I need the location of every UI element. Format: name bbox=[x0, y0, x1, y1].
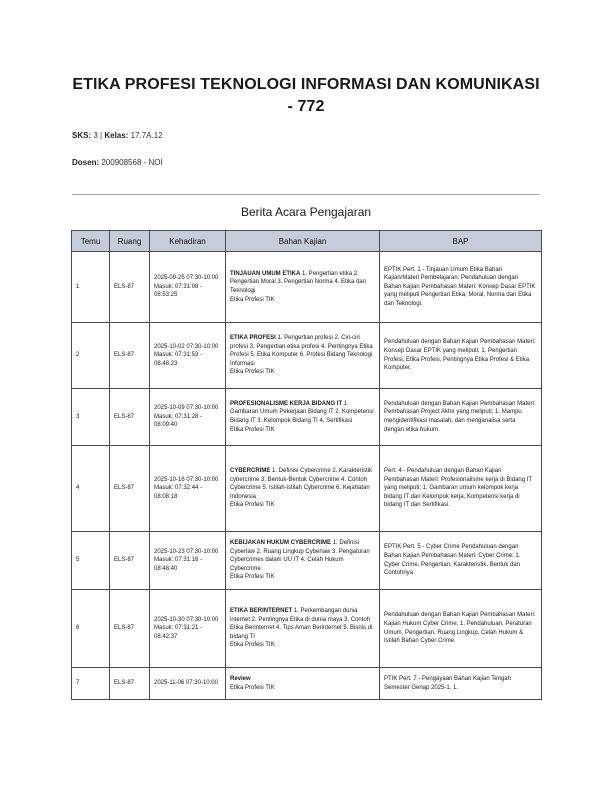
column-header-bahan-kajian: Bahan Kajian bbox=[226, 231, 380, 252]
cell-kehadiran bbox=[150, 532, 226, 590]
cell-kehadiran bbox=[150, 590, 226, 668]
cell-kehadiran bbox=[150, 323, 226, 389]
sks-label: SKS: bbox=[72, 131, 92, 140]
kajian-title: CYBERCRIME bbox=[230, 468, 271, 475]
kehadiran-schedule: 2025-10-02 07:30-10:00 bbox=[154, 343, 219, 350]
kajian-text: 1. Definisi Cyberlaw 2. Ruang Lingkup Cyberlaw 3. Pengaturan Cybercrimes dalam UU IT 4. Celah Hukum Cybercrime bbox=[230, 540, 370, 572]
kajian-subject: Etika Profesi TIK bbox=[230, 296, 275, 303]
cell-temu: 4 bbox=[72, 446, 110, 532]
cell-ruang: ELS-87 bbox=[110, 323, 150, 389]
kajian-title: ETIKA PROFESI bbox=[230, 335, 276, 342]
horizontal-divider bbox=[72, 194, 540, 195]
table-row bbox=[72, 323, 542, 389]
kajian-subject: Etika Profesi TIK bbox=[230, 426, 275, 433]
cell-ruang: ELS-87 bbox=[110, 668, 150, 700]
kehadiran-schedule: 2025-09-25 07:30-10:00 bbox=[154, 275, 219, 282]
cell-bahan-kajian bbox=[226, 252, 380, 323]
cell-bahan-kajian bbox=[226, 389, 380, 446]
table-row bbox=[72, 590, 542, 668]
cell-ruang: ELS-87 bbox=[110, 252, 150, 323]
cell-bap: EPTIK Pert. 5 - Cyber Crime Pendahuluan dengan Bahan Kajian Pembahasan Materi: Cyber Crime; 1. Cyber Crime, Pengertian, Karakteristik, Bentuk dan Contohnya bbox=[380, 532, 542, 590]
kehadiran-checkin: Masuk: 07:31:08 - 08:53:25 bbox=[154, 283, 203, 299]
kehadiran-checkin: Masuk: 07:31:16 - 08:48:40 bbox=[154, 557, 203, 572]
cell-kehadiran bbox=[150, 446, 226, 532]
column-header-ruang: Ruang bbox=[110, 231, 150, 252]
kajian-text: 1. Perkembangan dunia internet 2. Pentingnya Etika di dunia maya 3. Contoh Etika Berinternet 4. Tips Aman Berinternet 5. Bisnis di bidang TI bbox=[230, 608, 373, 640]
section-title: Berita Acara Pengajaran bbox=[240, 205, 372, 219]
column-header-temu: Temu bbox=[72, 231, 110, 252]
cell-ruang: ELS-87 bbox=[110, 590, 150, 668]
cell-kehadiran bbox=[150, 389, 226, 446]
cell-temu: 5 bbox=[72, 532, 110, 590]
sks-value: 3 bbox=[93, 131, 98, 140]
cell-ruang: ELS-87 bbox=[110, 532, 150, 590]
meta-separator: | bbox=[100, 131, 103, 140]
kajian-text: 1. Pengertian profesi 2. Ciri-ciri profesi 3. Pengertian etika profesi 4. Pentingnya Etika Profesi 5. Etika Komputer 6. Profesi Bidang Teknologi Informasi bbox=[230, 335, 373, 367]
cell-ruang: ELS-87 bbox=[110, 389, 150, 446]
teaching-record-table bbox=[71, 230, 542, 700]
kelas-label: Kelas: bbox=[104, 131, 129, 140]
cell-bap: PTIK Pert. 7 - Pengayaan Bahan Kajian Tengah Semester Genap 2025-1. 1. bbox=[380, 668, 542, 700]
table-row bbox=[72, 446, 542, 532]
kajian-title: ETIKA BERINTERNET bbox=[230, 608, 293, 615]
kajian-subject: Etika Profesi TIK bbox=[230, 642, 275, 649]
kehadiran-checkin: Masuk: 07:31:21 - 08:42:37 bbox=[154, 625, 203, 640]
kajian-title: KEBIJAKAN HUKUM CYBERCRIME bbox=[230, 540, 332, 547]
table-row bbox=[72, 389, 542, 446]
cell-bap: Pert. 4 - Pendahuluan dengan Bahan Kajian Pembahasan Materi: Profesionalisme kerja di Bidang IT yang meliputi; 1. Gambaran umum kelompok kerja bidang IT dan Kelompok kerja, Kompetensi kerja di bidang IT dan Sertifikasi. bbox=[380, 446, 542, 532]
cell-bap: Pendahuluan dengan Bahan Kajian Pembahasan Materi: Konsep Dasar EPTIK yang meliputi; 1. Pengertian Profesi, Etika Profesi, Pentingnya Etika Profesi & Etika Komputer. bbox=[380, 323, 542, 389]
kehadiran-schedule: 2025-10-16 07:30-10:00 bbox=[154, 476, 219, 483]
kajian-subject: Etika Profesi TIK bbox=[230, 574, 275, 581]
kehadiran-checkin: Masuk: 07:31:28 - 08:09:40 bbox=[154, 413, 203, 429]
table-row bbox=[72, 532, 542, 590]
kajian-text: 1. Gambaran Umum Pekerjaan Bidang IT 2. Kompetensi Bidang IT 3. Kelompok Bidang TI 4. Sertifikasi bbox=[230, 400, 374, 424]
cell-bahan-kajian bbox=[226, 668, 380, 700]
dosen-value: 200908568 - NOI bbox=[101, 158, 163, 167]
cell-temu: 6 bbox=[72, 590, 110, 668]
kehadiran-schedule: 2025-10-09 07:30-10:00 bbox=[154, 405, 219, 412]
kelas-value: 17.7A.12 bbox=[130, 131, 163, 140]
kehadiran-schedule: 2025-10-23 07:30-10:00 bbox=[154, 548, 219, 555]
course-meta bbox=[72, 131, 163, 140]
cell-temu: 7 bbox=[72, 668, 110, 700]
kajian-subject: Etika Profesi TIK bbox=[230, 684, 275, 691]
cell-kehadiran bbox=[150, 668, 226, 700]
dosen-label: Dosen: bbox=[72, 158, 100, 167]
table-header-row bbox=[72, 231, 542, 252]
kehadiran-schedule: 2025-11-06 07:30-10:00 bbox=[154, 680, 218, 687]
cell-temu: 1 bbox=[72, 252, 110, 323]
kajian-title: Review bbox=[230, 675, 251, 682]
cell-bahan-kajian bbox=[226, 532, 380, 590]
table-row bbox=[72, 668, 542, 700]
cell-temu: 2 bbox=[72, 323, 110, 389]
cell-temu: 3 bbox=[72, 389, 110, 446]
kajian-title: PROFESIONALISME KERJA BIDANG IT bbox=[230, 400, 343, 407]
lecturer-meta bbox=[72, 158, 163, 167]
cell-kehadiran bbox=[150, 252, 226, 323]
kajian-text: 1. Definisi Cybercrime 2. Karakteristik cybercrime 3. Bentuk-Bentuk Cybercrime 4. Contoh Cybercrime 5. Istilah-istilah Cybercrime 6. Kejahatan Indonesia bbox=[230, 468, 373, 500]
kajian-text: 1. Pengertian etika 2. Pengertian Moral 3. Pengertian Norma 4. Etika dan Teknologi bbox=[230, 270, 367, 294]
cell-bap: Pendahuluan dengan Bahan Kajian Pembahasan Materi: Kajian Hukum Cyber Crime; 1. Pendahuluan, Peraturan Umum, Pengertian, Ruang Lingkup, Celah Hukum & Istilah Bahan Cyber Crime. bbox=[380, 590, 542, 668]
kehadiran-checkin: Masuk: 07:32:44 - 08:08:18 bbox=[154, 485, 203, 500]
cell-ruang: ELS-87 bbox=[110, 446, 150, 532]
kajian-subject: Etika Profesi TIK bbox=[230, 502, 275, 509]
kehadiran-schedule: 2025-10-30 07:30-10:00 bbox=[154, 616, 219, 623]
table-row bbox=[72, 252, 542, 323]
column-header-kehadiran: Kehadiran bbox=[150, 231, 226, 252]
cell-bahan-kajian bbox=[226, 323, 380, 389]
kajian-subject: Etika Profesi TIK bbox=[230, 369, 275, 376]
cell-bap: Pendahuluan dengan Bahan Kajian Pembahasan Materi: Pembahasan Project Akhir yang meliputi; 1. Mampu mengidentifikasi masalah, dan menganalisa serta dengan etika hukum. bbox=[380, 389, 542, 446]
cell-bahan-kajian bbox=[226, 590, 380, 668]
cell-bap: EPTIK Pert. 1 - Tinjauan Umum Etika Bahan Kajian/Materi Pembelajaran: Pendahuluan dengan Bahan Kajian Pembahasan Materi: Konsep Dasar EPTIK yang meliputi Pengertian Etika, Moral, Norma dan Etika dan Teknologi. bbox=[380, 252, 542, 323]
kajian-title: TINJAUAN UMUM ETIKA bbox=[230, 270, 301, 277]
course-title: ETIKA PROFESI TEKNOLOGI INFORMASI DAN KOMUNIKASI - 772 bbox=[72, 76, 540, 115]
cell-bahan-kajian bbox=[226, 446, 380, 532]
column-header-bap: BAP bbox=[380, 231, 542, 252]
kehadiran-checkin: Masuk: 07:31:53 - 08:48:23 bbox=[154, 352, 203, 367]
